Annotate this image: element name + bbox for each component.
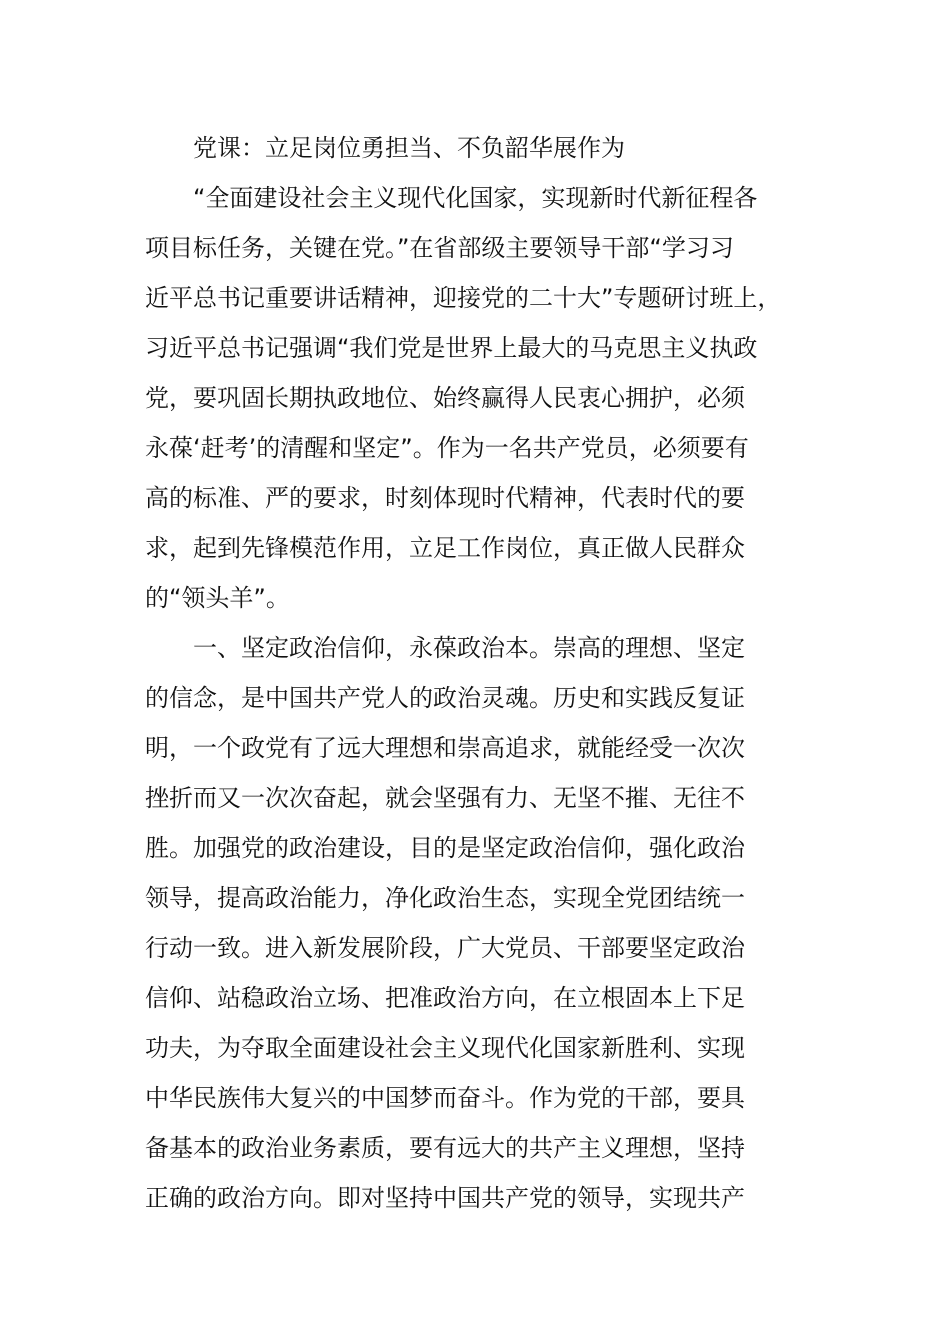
paragraph-1-line-4: 习近平总书记强调“我们党是世界上最大的马克思主义执政 xyxy=(145,334,758,362)
paragraph-1-line-5: 党，要巩固长期执政地位、始终赢得人民衷心拥护，必须 xyxy=(145,384,745,412)
document-body xyxy=(145,123,845,1223)
paragraph-2-line-6: 领导，提高政治能力，净化政治生态，实现全党团结统一 xyxy=(145,884,745,912)
paragraph-1-line-2: 项目标任务，关键在党。”在省部级主要领导干部“学习习 xyxy=(145,234,734,262)
paragraph-2-line-1: 一、坚定政治信仰，永葆政治本。崇高的理想、坚定 xyxy=(193,634,745,662)
paragraph-1-line-3: 近平总书记重要讲话精神，迎接党的二十大”专题研讨班上， xyxy=(145,284,782,312)
paragraph-2-line-4: 挫折而又一次次奋起，就会坚强有力、无坚不摧、无往不 xyxy=(145,784,745,812)
paragraph-1-line-1: “全面建设社会主义现代化国家，实现新时代新征程各 xyxy=(193,184,758,212)
paragraph-2-line-11: 备基本的政治业务素质，要有远大的共产主义理想，坚持 xyxy=(145,1134,745,1162)
document-title: 党课：立足岗位勇担当、不负韶华展作为 xyxy=(193,134,625,162)
paragraph-2-line-8: 信仰、站稳政治立场、把准政治方向，在立根固本上下足 xyxy=(145,984,745,1012)
paragraph-2-line-3: 明，一个政党有了远大理想和崇高追求，就能经受一次次 xyxy=(145,734,745,762)
paragraph-1-line-9: 的“领头羊”。 xyxy=(145,584,290,612)
paragraph-2-line-2: 的信念，是中国共产党人的政治灵魂。历史和实践反复证 xyxy=(145,684,745,712)
paragraph-1-line-7: 高的标准、严的要求，时刻体现时代精神，代表时代的要 xyxy=(145,484,745,512)
paragraph-2-line-9: 功夫，为夺取全面建设社会主义现代化国家新胜利、实现 xyxy=(145,1034,745,1062)
paragraph-2-line-7: 行动一致。进入新发展阶段，广大党员、干部要坚定政治 xyxy=(145,934,745,962)
paragraph-2-line-5: 胜。加强党的政治建设，目的是坚定政治信仰，强化政治 xyxy=(145,834,745,862)
paragraph-1-line-8: 求，起到先锋模范作用，立足工作岗位，真正做人民群众 xyxy=(145,534,745,562)
paragraph-1-line-6: 永葆‘赶考’的清醒和坚定”。作为一名共产党员，必须要有 xyxy=(145,434,749,462)
paragraph-2-line-12: 正确的政治方向。即对坚持中国共产党的领导，实现共产 xyxy=(145,1184,745,1212)
paragraph-2-line-10: 中华民族伟大复兴的中国梦而奋斗。作为党的干部，要具 xyxy=(145,1084,745,1112)
